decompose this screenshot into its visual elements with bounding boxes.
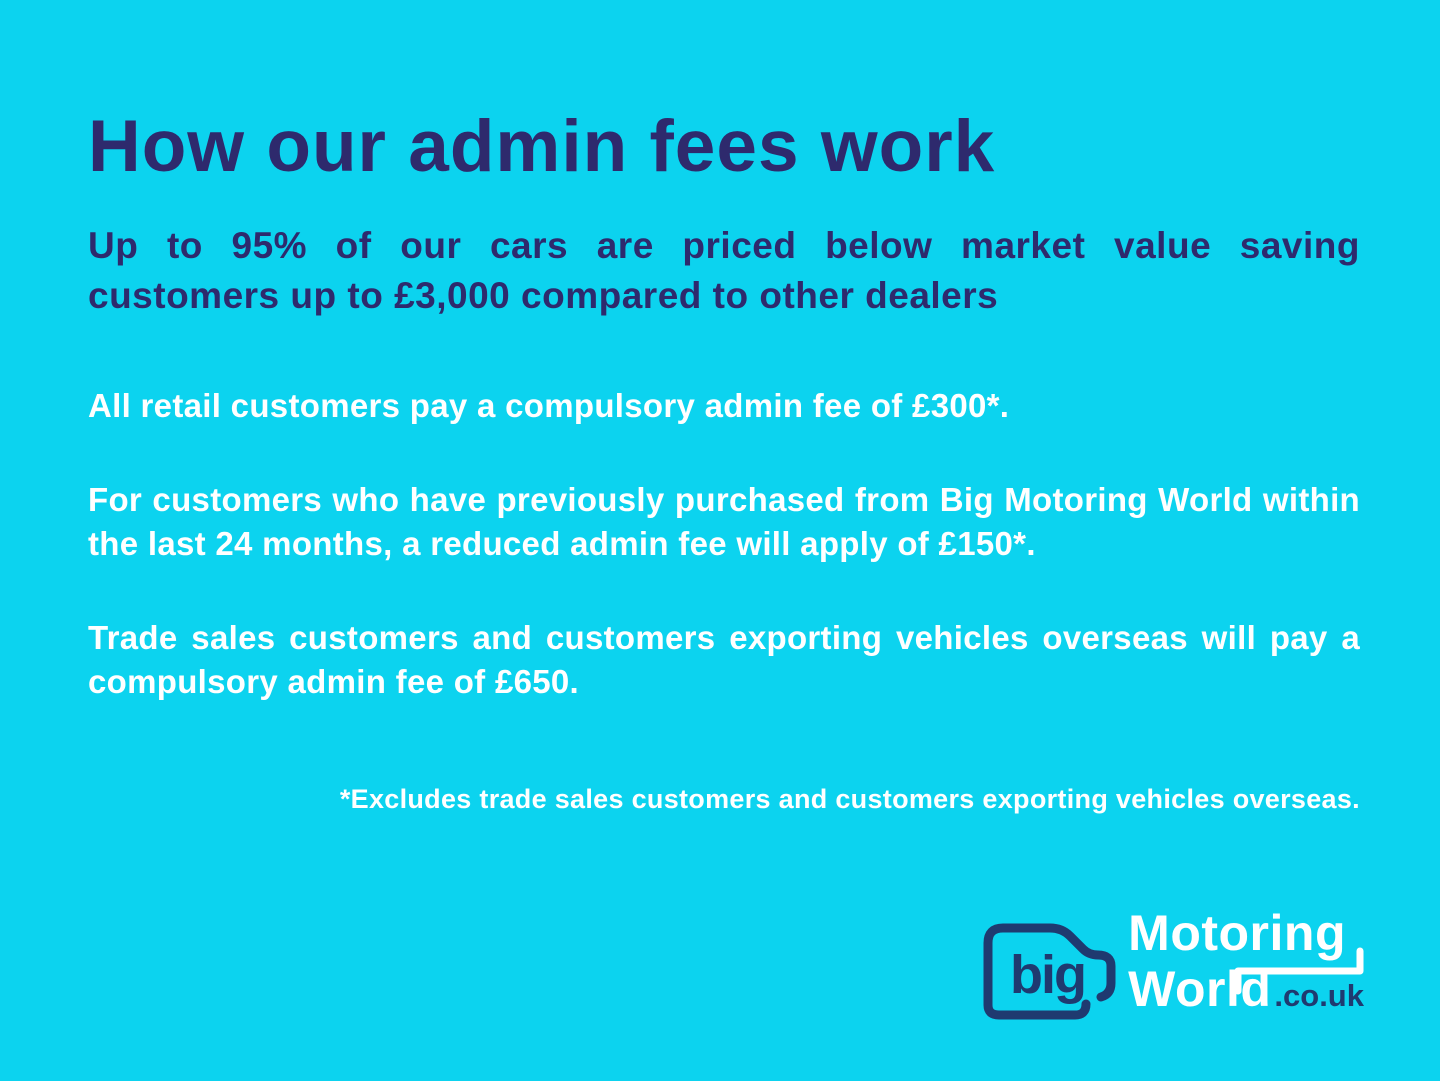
big-motoring-world-logo [980, 903, 1364, 1023]
paragraph-retail-fee: All retail customers pay a compulsory admin fee of £300*. [88, 387, 1010, 425]
logo-world-label: World [1128, 961, 1272, 1017]
logo-couk-label: .co.uk [1274, 978, 1364, 1013]
car-outline-icon [980, 903, 1120, 1023]
logo-world-row [1128, 961, 1364, 1017]
logo-wordmark [1128, 903, 1364, 1017]
logo-motoring-label: Motoring [1128, 905, 1346, 961]
footnote-exclusions: *Excludes trade sales customers and customers exporting vehicles overseas. [339, 783, 1360, 814]
page-title: How our admin fees work [88, 106, 996, 187]
paragraph-trade-export-fee: Trade sales customers and customers exporting vehicles overseas will pay a compulsory admin fee of £650. [88, 618, 1360, 700]
paragraph-returning-customer-fee: For customers who have previously purchased from Big Motoring World within the last 24 months, a reduced admin fee will apply of £150*. [88, 481, 1360, 562]
subheading: Up to 95% of our cars are priced below market value saving customers up to £3,000 compared to other dealers [88, 225, 1360, 316]
logo-big-label: big [1010, 945, 1086, 1005]
